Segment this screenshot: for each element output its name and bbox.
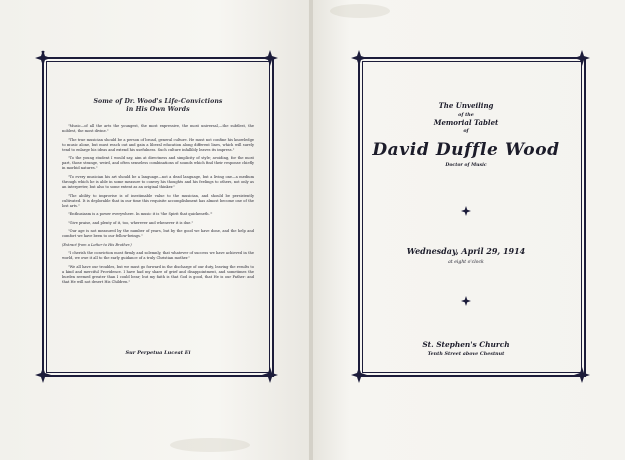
quote-paragraph: "The ability to improvise is of inestimable value to the musician, and should be persistently cultivated. It is deplorable that in our time this requisite accomplishment has almost become one of the lost arts." — [62, 193, 254, 208]
title-line: of the — [458, 111, 474, 118]
convictions-heading — [62, 98, 254, 114]
convictions-text — [62, 98, 254, 289]
event-date: Wednesday, April 29, 1914 — [406, 246, 526, 256]
cross-pattee-icon — [574, 367, 590, 383]
quote-paragraph: "Our age is not measured by the number of years, but by the good we have done, and the help and comfort we have been to our fellow-beings." — [62, 229, 254, 239]
cross-pattee-icon — [461, 206, 471, 216]
venue-address: Tenth Street above Chestnut — [427, 351, 505, 357]
event-time: at eight o'clock — [448, 260, 484, 265]
title-line: of — [463, 128, 469, 134]
cross-pattee-icon — [262, 50, 278, 66]
cross-pattee-icon — [35, 50, 51, 66]
honoree-degree: Doctor of Music — [445, 163, 487, 168]
paper-stain — [170, 438, 250, 452]
cross-pattee-icon — [574, 50, 590, 66]
event-venue: St. Stephen's Church — [422, 340, 510, 349]
letter-paragraph: "I cherish the conviction most firmly and solemnly, that whatever of success we have achieved in the world, we owe it all to the early guidance of a truly Christian mother." — [62, 251, 254, 261]
letter-paragraph: "We all have our troubles, but we must go forward in the discharge of our duty, leaving the results to a kind and merciful Providence. I have had my share of grief and disappointment, and sometimes the burden seemed greater than I could bear; but my faith is that God is good, that He is our Father: and that He will not desert His Children." — [62, 264, 254, 285]
extract-label: (Extract from a Letter to His Brother.) — [62, 242, 132, 247]
quote-paragraph: "Give praise, and plenty of it, too, wherever and whenever it is due." — [68, 220, 194, 225]
heading-line: Some of Dr. Wood's Life-Convictions — [93, 98, 223, 105]
paper-stain — [330, 4, 390, 18]
honoree-name: David Duffle Wood — [372, 140, 560, 160]
cross-pattee-icon — [461, 296, 471, 306]
cross-pattee-icon — [351, 367, 367, 383]
cross-pattee-icon — [262, 367, 278, 383]
cross-pattee-icon — [351, 50, 367, 66]
quote-paragraph: "The true musician should be a person of broad, general culture. He must not confine his knowledge to music alone, but must reach out and gain a liberal education along different lines, which will surely tend to enlarge his ideas and extend his usefulness. Such culture infallibly leaves its impress." — [62, 137, 254, 152]
title-line: The Unveiling — [438, 101, 494, 110]
heading-line: in His Own Words — [126, 106, 190, 113]
closing-motto: Sur Perpetua Luceat Ei — [125, 350, 191, 356]
title-line: Memorial Tablet — [433, 117, 499, 127]
quote-paragraph: "To the young student I would say, aim at directness and simplicity of style; avoiding, for the most part, those strange, weird, and often senseless combinations of sounds which find their response chiefly in morbid natures." — [62, 156, 254, 171]
center-fold — [309, 0, 313, 460]
quote-paragraph: "To every musician his art should be a language—not a dead language, but a living one—a medium through which he is able in some measure to convey his thoughts and his feelings to others, not only as an interpreter, but also to some extent as an original thinker." — [62, 174, 254, 190]
quote-paragraph: "Enthusiasm is a power everywhere. In music it is 'the Spirit that quickeneth.'" — [68, 212, 213, 217]
cross-pattee-icon — [35, 367, 51, 383]
quote-paragraph: "Music—of all the arts the youngest, the most expressive, the most universal,—the subtlest, the noblest, the most divine." — [62, 124, 254, 134]
program-title — [355, 101, 577, 134]
